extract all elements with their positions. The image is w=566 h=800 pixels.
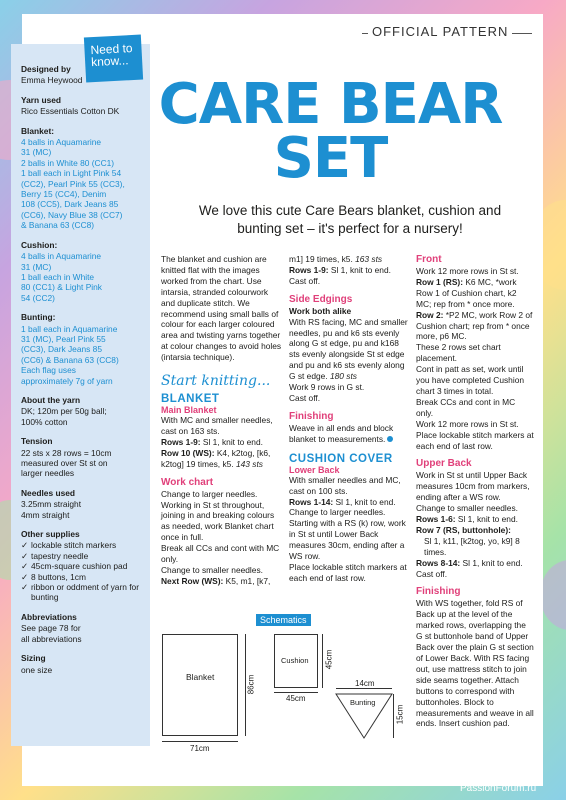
instruction [416, 310, 534, 343]
check-icon: ✓ [21, 561, 29, 572]
yarn-heading: Yarn used [21, 94, 62, 105]
supply-item [21, 561, 142, 571]
column-2 [289, 254, 411, 584]
bg-decoration [540, 560, 566, 630]
supply-label: 8 buttons, 1cm [31, 571, 86, 582]
yarn-line: 80 (CC1) & Light Pink [21, 282, 102, 293]
stitch-count: 163 sts [355, 254, 383, 264]
row-text: With RS facing, MC and smaller needles, pu and k6 sts evenly along G st edge, pu and k168 sts evenly alongside St st edge and pu and k6 sts evenly along G st edge. [289, 316, 408, 382]
tension-heading: Tension [21, 436, 53, 447]
instruction [289, 265, 411, 276]
info-line: See page 78 for [21, 623, 81, 634]
instruction: Cast off. [416, 568, 448, 579]
blanket-heading: BLANKET [161, 393, 220, 406]
end-dot-icon [387, 436, 393, 442]
row-text: Sl 1, knit to end. [333, 496, 396, 507]
instruction: Change to larger needles. [161, 488, 258, 499]
instruction: Sl 1, k11, [k2tog, yo, k9] 8 times. [424, 535, 520, 557]
instruction: Break CCs and cont in MC only. [416, 396, 516, 418]
instruction: Place lockable stitch markers at each end of last row. [289, 561, 407, 583]
instruction [289, 423, 411, 445]
instruction: Cast off. [289, 275, 321, 286]
row-text: m1] 19 times, k5. [289, 254, 356, 264]
instruction: Cast off. [289, 392, 321, 403]
instruction: Change to smaller needles. [416, 503, 518, 514]
blanket-height-dim: 86cm [246, 674, 256, 695]
info-line: measured over St st on [21, 458, 108, 468]
tag-line: Need to [90, 41, 133, 58]
watermark-site: PassionForum.ru [460, 783, 537, 794]
supply-label: 45cm-square cushion pad [31, 561, 128, 572]
supply-item [21, 572, 142, 582]
yarn-line: 31 (MC) [21, 147, 52, 158]
instruction [161, 576, 282, 587]
check-icon: ✓ [21, 550, 29, 561]
yarn-line: (CC6) & Banana 63 (CC8) [21, 354, 119, 365]
bunting-yarn-heading: Bunting: [21, 312, 56, 323]
sizing-heading: Sizing [21, 653, 46, 664]
check-icon: ✓ [21, 540, 29, 551]
instruction: Cont in patt as set, work until you have completed Cushion chart 3 times in total. [416, 364, 525, 396]
instruction: Break all CCs and cont with MC only. [161, 543, 280, 565]
page-title: CARE BEAR [158, 72, 503, 137]
row-text: Sl 1, knit to end. [200, 436, 263, 447]
main-blanket-heading: Main Blanket [161, 405, 217, 416]
info-line: 22 sts x 28 rows = 10cm [21, 447, 112, 458]
cushion-width-dim: 45cm [286, 694, 306, 703]
info-line: 100% cotton [21, 416, 68, 427]
instruction: Work in St st until Upper Back measures 10cm from markers, ending after a WS row. [416, 470, 530, 503]
row-label: Row 1 (RS): [416, 276, 463, 287]
needles-heading: Needles used [21, 487, 75, 498]
bunting-label: Bunting [350, 698, 376, 707]
cushion-height-dim: 45cm [324, 649, 334, 670]
yarn-line: 4 balls in Aquamarine [21, 137, 102, 148]
page-number: 13 [521, 769, 534, 781]
designer-heading: Designed by [21, 64, 71, 74]
supplies-heading: Other supplies [21, 529, 80, 540]
yarn-line: 54 (CC2) [21, 292, 55, 303]
front-heading: Front [416, 254, 442, 265]
yarn-line: 1 ball each in Light Pink 54 [21, 168, 122, 179]
instruction: Change to smaller needles. [161, 564, 263, 575]
cushion-yarn-list [21, 251, 142, 303]
supply-label: ribbon or oddment of yarn for bunting [31, 582, 140, 603]
info-sidebar [11, 41, 150, 746]
page-title-line2: SET [273, 126, 388, 191]
instruction [289, 317, 411, 382]
yarn-line: 4 balls in Aquamarine [21, 251, 102, 262]
instruction: With smaller needles and MC, cast on 100 sts. [289, 474, 401, 496]
row-label: Rows 1-9: [161, 436, 201, 447]
blanket-width-dim: 71cm [190, 744, 210, 753]
about-yarn-heading: About the yarn [21, 394, 81, 405]
about-yarn [21, 406, 142, 427]
instruction: Change to larger needles. [289, 507, 386, 518]
instruction [416, 277, 534, 310]
instruction: With MC and smaller needles, cast on 163 sts. [161, 415, 273, 436]
yarn-line: (CC3), Dark Jeans 85 [21, 344, 102, 355]
column-3 [416, 254, 534, 729]
title-block [150, 72, 511, 191]
row-text: Sl 1, knit to end. [455, 514, 518, 525]
yarn-line: approximately 7g of yarn [21, 375, 113, 386]
instruction [416, 558, 534, 569]
dimension-line [336, 688, 392, 689]
row-label: Rows 1-9: [289, 264, 329, 275]
cushion-cover-heading: CUSHION COVER [289, 452, 393, 465]
row-label: Row 10 (WS): [161, 447, 215, 458]
side-edgings-heading: Side Edgings [289, 293, 353, 305]
section-header: OFFICIAL PATTERN [368, 24, 512, 39]
needles [21, 499, 142, 520]
instruction [416, 514, 534, 525]
supply-label: tapestry needle [31, 550, 89, 561]
finishing-heading-2: Finishing [416, 586, 461, 598]
supply-item [21, 582, 142, 603]
supply-label: lockable stitch markers [31, 540, 117, 551]
check-icon: ✓ [21, 582, 29, 593]
row-text: K6 MC, *work Row 1 of Cushion chart, k2 MC; rep from * once more. [416, 276, 517, 309]
blanket-label: Blanket [186, 672, 215, 682]
instruction [289, 254, 411, 265]
supplies-list [21, 540, 142, 602]
need-to-know-tag [84, 35, 143, 83]
row-label: Rows 8-14: [416, 557, 461, 568]
sizing: one size [21, 664, 53, 675]
yarn-line: 1 ball each in White [21, 271, 95, 282]
supply-item [21, 551, 142, 561]
instruction: Work 12 more rows in St st. [416, 266, 519, 276]
dimension-line [274, 692, 318, 693]
intro-text: The blanket and cushion are knitted flat with the images worked from the chart. Use intarsia, stranded colourwork and duplicate stitch. We recommend using small balls of colour for each larger coloured area and twisting yarns together at colour changes to avoid holes (intarsia technique). [161, 254, 282, 363]
instruction [289, 497, 411, 508]
info-line: DK; 120m per 50g ball; [21, 406, 107, 417]
bunting-height-dim: 15cm [395, 704, 405, 725]
cushion-label: Cushion [281, 656, 309, 665]
blanket-yarn-list [21, 137, 142, 231]
info-line: 3.25mm straight [21, 499, 82, 510]
yarn-line: 31 (MC), Pearl Pink 55 [21, 333, 106, 344]
start-knitting-heading: Start knitting... [161, 373, 271, 390]
row-label: Next Row (WS): [161, 575, 224, 586]
yarn-line: Each flag uses [21, 365, 76, 376]
tag-line: know... [90, 53, 129, 70]
yarn-line: 108 (CC5), Dark Jeans 85 [21, 199, 119, 210]
tension [21, 448, 142, 479]
info-line: 4mm straight [21, 509, 70, 520]
check-icon: ✓ [21, 571, 29, 582]
row-label: Row 2: [416, 309, 444, 320]
dimension-line [393, 694, 394, 738]
instruction: Place lockable stitch markers at each end of last row. [416, 429, 534, 451]
lower-back-heading: Lower Back [289, 464, 340, 475]
instruction [161, 437, 282, 448]
dimension-line [322, 634, 323, 688]
supply-item [21, 540, 142, 550]
instruction: Working in St st throughout, joining in and breaking colours as needed, work Blanket chart once in full. [161, 499, 275, 543]
yarn-line: (CC6), Navy Blue 38 (CC7) [21, 209, 123, 220]
instruction: With WS together, fold RS of Back up at the level of the marked rows, overlapping the G st buttonhole band of Upper Back over the plain G st section of Lower Back. With RS facing out, use mattress stitch to join side seams together. Attach buttons to correspond with buttonholes. Block to measurements and weave in all ends. Insert cushion pad. [416, 598, 534, 729]
row-text: Sl 1, knit to end. [328, 264, 391, 275]
stitch-count: 180 sts [329, 371, 357, 382]
upper-back-heading: Upper Back [416, 458, 472, 470]
column-1 [161, 254, 282, 587]
work-chart-heading: Work chart [161, 476, 214, 488]
instruction: These 2 rows set chart placement. [416, 342, 501, 364]
page-subtitle: We love this cute Care Bears blanket, cushion and bunting set – it's perfect for a nursery! [198, 203, 502, 236]
dimension-line [162, 741, 238, 742]
designer-name: Emma Heywood [21, 75, 83, 86]
yarn-line: (CC2), Pearl Pink 55 (CC3), [21, 178, 125, 189]
row-text: K5, m1, [k7, [223, 575, 271, 586]
instruction: Work 12 more rows in St st. [416, 418, 519, 429]
side-edgings-sub: Work both alike [289, 305, 352, 316]
yarn-line: 1 ball each in Aquamarine [21, 323, 118, 334]
row-text: Sl 1, knit to end. [460, 557, 523, 568]
blanket-yarn-heading: Blanket: [21, 125, 55, 136]
yarn-line: 31 (MC) [21, 261, 52, 272]
cushion-yarn-heading: Cushion: [21, 239, 58, 250]
row-label: Rows 1-14: [289, 496, 334, 507]
instruction: Work 9 rows in G st. [289, 382, 365, 393]
yarn-line: & Banana 63 (CC8) [21, 220, 95, 231]
yarn-line: 2 balls in White 80 (CC1) [21, 157, 115, 168]
bunting-width-dim: 14cm [355, 679, 375, 688]
row-text: K4, k2tog, [k6, k2tog] 19 times, k5. [161, 447, 271, 469]
blanket-schematic [162, 634, 238, 736]
yarn-line: Berry 15 (CC4), Denim [21, 189, 107, 200]
finishing-heading: Finishing [289, 410, 334, 422]
info-line: all abbreviations [21, 633, 82, 644]
abbreviations-heading: Abbreviations [21, 611, 77, 622]
info-line: larger needles [21, 468, 75, 479]
yarn-name: Rico Essentials Cotton DK [21, 106, 120, 117]
row-label: Row 7 (RS, buttonhole): [416, 524, 511, 535]
abbreviations [21, 623, 142, 644]
row-text: Weave in all ends and block blanket to measurements. [289, 422, 394, 444]
bunting-yarn-list [21, 324, 142, 386]
instruction: Starting with a RS (k) row, work in St st until Lower Back measures 30cm, ending after a WS row. [289, 518, 406, 562]
row-text: *P2 MC, work Row 2 of Cushion chart; rep from * once more, p6 MC. [416, 309, 533, 342]
row-label: Rows 1-6: [416, 514, 456, 525]
stitch-count: 143 sts [235, 458, 263, 469]
schematics-label: Schematics [256, 614, 311, 626]
instruction [161, 448, 282, 470]
